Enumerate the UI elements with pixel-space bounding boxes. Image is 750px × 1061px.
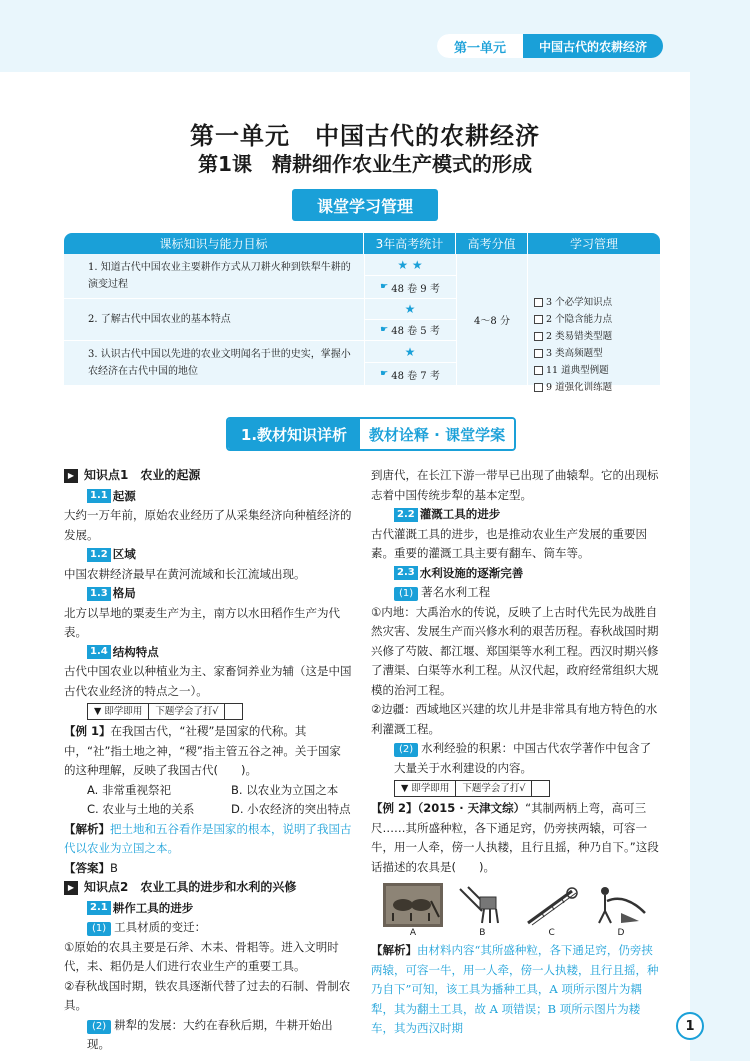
answer: 【答案】B xyxy=(64,860,118,875)
col-header-stats: 3年高考统计 xyxy=(364,233,456,254)
quick-practice-hint: 下题学会了打√ xyxy=(149,703,225,720)
pointer-icon: ☛ xyxy=(380,282,389,292)
knowledge-point-heading: ▶ 知识点2 农业工具的进步和水利的兴修 xyxy=(64,878,352,898)
management-checklist xyxy=(534,294,660,396)
paragraph: ②春秋战国时期，铁农具逐渐代替了过去的石制、骨制农具。 xyxy=(64,978,351,1012)
checklist-item[interactable]: 3 类高频题型 xyxy=(534,345,660,362)
quick-practice-hint: 下题学会了打√ xyxy=(456,780,532,797)
paragraph: 古代中国农业以种植业为主、家畜饲养业为辅（这是中国古代农业经济的特点之一）。 xyxy=(64,664,352,698)
checklist-item[interactable]: 2 类易错类型题 xyxy=(534,328,660,345)
goals-table xyxy=(64,233,660,393)
stats-cell xyxy=(364,299,456,340)
checkbox-icon[interactable] xyxy=(534,332,543,341)
goal-text: 2. 了解古代中国农业的基本特点 xyxy=(88,314,231,325)
quick-practice-bar xyxy=(394,780,661,797)
quick-practice-bar xyxy=(87,703,352,720)
subsection-heading: 1.3 格局 xyxy=(64,584,352,604)
option-image-d: D xyxy=(591,883,651,939)
classroom-management-heading: 课堂学习管理 xyxy=(292,189,438,221)
checkbox-icon[interactable] xyxy=(534,349,543,358)
checkbox-icon[interactable] xyxy=(534,298,543,307)
section-title: 1.教材知识详析 xyxy=(228,419,360,449)
checklist-item[interactable]: 2 个隐含能力点 xyxy=(534,311,660,328)
answer-options xyxy=(64,781,352,820)
star-rating: ★ xyxy=(364,299,456,320)
analysis: 【解析】由材料内容“其所盛种粒，各下通足窍，仍旁挟两辕，可容一牛，用一人牵，傍一人执耧，且行且摇，种乃自下”可知，该工具为播种工具，A 项所示图片为耦犁，其为翻土工具，故 A 项错误；B 项所示图片为耧车，其为西汉时期 xyxy=(371,943,659,1035)
star-rating: ★ xyxy=(364,341,456,363)
checklist-item[interactable]: 3 个必学知识点 xyxy=(534,294,660,311)
left-column xyxy=(64,466,352,1055)
play-triangle-icon: ▶ xyxy=(64,881,78,895)
col-header-goals: 课标知识与能力目标 xyxy=(64,233,364,254)
goals-table-header xyxy=(64,233,660,254)
analysis: 【解析】把土地和五谷看作是国家的根本，说明了我国古代以农业为立国之本。 xyxy=(64,821,352,855)
example-question: 【例 1】在我国古代，“社稷”是国家的代称。其中，“社”指土地之神，“稷”指主管五谷之神。关于国家的这种理解，反映了我国古代( )。 xyxy=(64,724,341,777)
header-topic: 中国古代的农耕经济 xyxy=(523,34,663,58)
option-image-b: B xyxy=(452,883,512,939)
score-range: 4～8 分 xyxy=(456,254,528,385)
paragraph: 大约一万年前，原始农业经历了从采集经济向种植经济的发展。 xyxy=(64,508,352,542)
col-header-score: 高考分值 xyxy=(456,233,528,254)
table-row xyxy=(64,299,456,340)
paragraph: 到唐代，在长江下游一带早已出现了曲辕犁。它的出现标志着中国传统步犁的基本定型。 xyxy=(371,468,659,502)
option: B. 以农业为立国之本 xyxy=(231,782,339,797)
checkbox-icon[interactable] xyxy=(534,366,543,375)
knowledge-point-heading: ▶ 知识点1 农业的起源 xyxy=(64,466,352,486)
checkbox-icon[interactable] xyxy=(534,315,543,324)
goal-text: 3. 认识古代中国以先进的农业文明闻名于世的史实，掌握小农经济在古代中国的地位 xyxy=(88,349,351,377)
page-number: 1 xyxy=(676,1012,704,1040)
table-row xyxy=(64,254,456,298)
lesson-title: 第1课 精耕细作农业生产模式的形成 xyxy=(198,152,532,176)
subsection-heading: 2.1 耕作工具的进步 xyxy=(64,899,352,919)
section-subtitle: 教材诠释 · 课堂学案 xyxy=(360,419,514,449)
section-heading xyxy=(226,417,516,451)
paragraph: ①内地：大禹治水的传说，反映了上古时代先民为战胜自然灾害、发展生产而兴修水利的艰苦历程。春秋战国时期兴修了芍陂、都江堰、郑国渠等水利工程。西汉时期兴修了漕渠、白渠等水利工程。从汉代起，政府经常组织大规模的治河工程。 xyxy=(371,604,659,697)
paragraph: 古代灌溉工具的进步，也是推动农业生产发展的重要因素。重要的灌溉工具主要有翻车、筒车等。 xyxy=(371,526,647,560)
pointer-icon: ☛ xyxy=(380,324,389,335)
checkbox-icon[interactable] xyxy=(534,383,543,392)
option-image-a: A xyxy=(383,883,443,939)
checklist-item[interactable]: 9 道强化训练题 xyxy=(534,379,660,396)
exam-volume: ☛ 48 卷 7 考 xyxy=(380,369,440,382)
stats-cell xyxy=(364,254,456,298)
curved-shaft-plough-icon xyxy=(591,883,651,927)
pointer-icon: ☛ xyxy=(380,369,389,379)
checklist-item[interactable]: 11 道典型例题 xyxy=(534,362,660,379)
option-image-c: C xyxy=(522,883,582,939)
tick-box[interactable] xyxy=(225,703,243,720)
tick-box[interactable] xyxy=(532,780,550,797)
paragraph: (2) 水利经验的积累：中国古代农学著作中包含了大量关于水利建设的内容。 xyxy=(394,741,652,775)
answer-images xyxy=(383,883,651,939)
paragraph: (1) 工具材质的变迁： xyxy=(64,918,352,938)
option: C. 农业与土地的关系 xyxy=(87,802,195,816)
square-pallet-chain-pump-icon xyxy=(522,883,582,927)
exam-volume: ☛ 48 卷 5 考 xyxy=(380,324,440,338)
exam-volume: ☛ 48 卷 9 考 xyxy=(380,282,440,295)
subsection-heading: 1.4 结构特点 xyxy=(64,643,352,663)
subsection-heading: 2.2 灌溉工具的进步 xyxy=(371,505,661,525)
paragraph: (2) 耕犁的发展：大约在春秋后期，牛耕开始出现。 xyxy=(87,1017,333,1051)
option: D. 小农经济的突出特点 xyxy=(231,802,351,816)
table-row xyxy=(64,341,456,385)
paragraph: ①原始的农具主要是石斧、木耒、骨耜等。进入文明时代，耒、耜仍是人们进行农业生产的重要工具。 xyxy=(64,939,339,973)
example-question: 【例 2】（2015 · 天津文综）“其制两柄上弯，高可三尺……其所盛种粒，各下通足窍，仍旁挟两辕，可容一牛，用一人牵，傍一人执耧，且行且摇，种乃自下。”这段话描述的农具是( )。 xyxy=(371,801,659,874)
header-unit: 第一单元 xyxy=(437,34,523,58)
star-rating: ★ ★ xyxy=(364,254,456,276)
subsection-heading: 1.1 起源 xyxy=(64,487,352,507)
unit-title: 第一单元 中国古代的农耕经济 xyxy=(190,122,540,150)
col-header-management: 学习管理 xyxy=(569,237,618,251)
goal-text: 1. 知道古代中国农业主要耕作方式从刀耕火种到铁犁牛耕的演变过程 xyxy=(88,262,351,290)
stats-cell xyxy=(364,341,456,385)
seed-drill-icon xyxy=(452,883,512,927)
subsection-heading: 1.2 区域 xyxy=(64,545,352,565)
quick-practice-label: ▼ 即学即用 xyxy=(394,780,456,797)
paragraph: ②边疆：西域地区兴建的坎儿井是非常具有地方特色的水利灌溉工程。 xyxy=(371,702,658,736)
goals-table-body xyxy=(64,254,660,393)
subsection-heading: 2.3 水利设施的逐渐完善 xyxy=(371,564,661,584)
option: A. 非常重视祭祀 xyxy=(87,782,171,797)
paragraph: (1) 著名水利工程 xyxy=(371,583,661,603)
ox-plough-relief-icon xyxy=(383,883,443,927)
paragraph: 中国农耕经济最早在黄河流域和长江流域出现。 xyxy=(64,566,306,581)
running-header xyxy=(437,34,663,58)
right-column xyxy=(371,466,661,1039)
paragraph: 北方以旱地的粟麦生产为主，南方以水田稻作生产为代表。 xyxy=(64,605,340,639)
quick-practice-label: ▼ 即学即用 xyxy=(87,703,149,720)
play-triangle-icon: ▶ xyxy=(64,469,78,483)
